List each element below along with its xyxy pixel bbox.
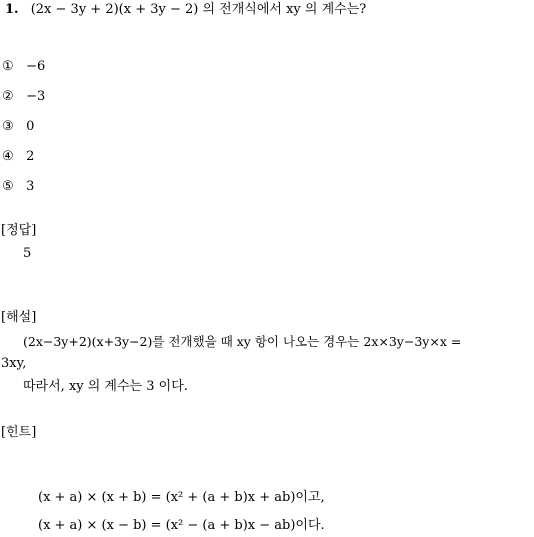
explanation-line: 따라서, xy 의 계수는 3 이다. (23, 379, 188, 394)
explanation-line: 3xy, (1, 356, 27, 371)
hint-label: [힌트] (1, 425, 37, 440)
choice-item[interactable] (2, 148, 34, 166)
choice-item[interactable] (2, 88, 45, 106)
answer-value: 5 (23, 246, 32, 261)
choice-value: 2 (26, 149, 35, 164)
choice-value: 0 (26, 119, 35, 134)
choice-mark: ② (2, 89, 14, 104)
question-line (5, 1, 366, 19)
choice-item[interactable] (2, 118, 34, 136)
question-text: (2x − 3y + 2)(x + 3y − 2) 의 전개식에서 xy 의 계수는? (30, 2, 367, 17)
choice-value: −3 (26, 89, 46, 104)
explanation-label: [해설] (1, 310, 37, 325)
choice-mark: ③ (2, 119, 14, 134)
hint-formula: (x + a) × (x + b) = (x² + (a + b)x + ab)이고, (38, 490, 325, 505)
hint-formula: (x + a) × (x − b) = (x² − (a + b)x − ab)이다. (38, 518, 325, 533)
choice-item[interactable] (2, 178, 34, 196)
choice-mark: ④ (2, 149, 14, 164)
choice-mark: ① (2, 59, 14, 74)
explanation-line: (2x−3y+2)(x+3y−2)를 전개했을 때 xy 항이 나오는 경우는 2x×3y−3y×x = (23, 334, 462, 349)
choice-item[interactable] (2, 58, 45, 76)
question-number: 1. (5, 2, 19, 17)
choice-mark: ⑤ (2, 179, 14, 194)
answer-label: [정답] (1, 223, 37, 238)
choice-value: −6 (26, 59, 46, 74)
choice-value: 3 (26, 179, 35, 194)
